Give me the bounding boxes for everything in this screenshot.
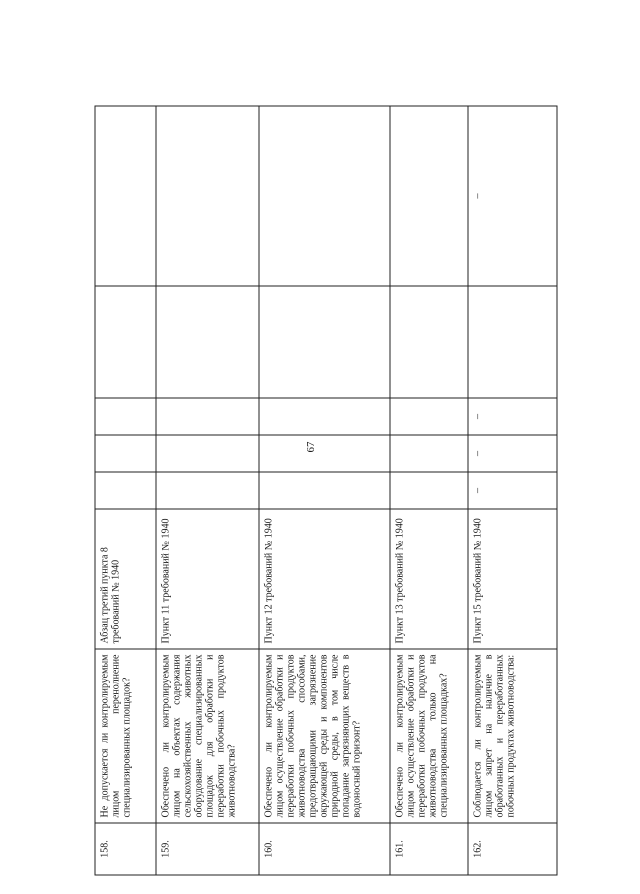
answer-na-cell [259, 398, 390, 435]
answer-no-cell [95, 435, 156, 472]
answer-no-cell [390, 435, 468, 472]
answer-yes-cell [95, 472, 156, 509]
question-cell: Обеспечено ли контролируемым лицом на объектах содержания сельскохозяйственных животных оборудование специализированных площадок для обработки и переработки побочных продуктов животноводства? [156, 649, 259, 823]
note-cell [156, 106, 259, 286]
answer-yes-cell [390, 472, 468, 509]
row-number: 159. [156, 823, 259, 875]
reference-cell: Пункт 13 требований № 1940 [390, 509, 468, 649]
answer-na-cell: – [468, 398, 557, 435]
question-cell: Не допускается ли контролируемым лицом перенолнение специализированных площадок? [95, 649, 156, 823]
answer-yes-cell [156, 472, 259, 509]
requirements-table-container [94, 106, 556, 875]
note-cell [390, 106, 468, 286]
page-number: 67 [305, 441, 317, 453]
row-number: 158. [95, 823, 156, 875]
comment-cell [95, 286, 156, 398]
row-number: 160. [259, 823, 390, 875]
answer-no-cell: – [468, 435, 557, 472]
answer-na-cell [156, 398, 259, 435]
comment-cell [156, 286, 259, 398]
row-number: 161. [390, 823, 468, 875]
comment-cell [390, 286, 468, 398]
note-cell: – [468, 106, 557, 286]
answer-no-cell [156, 435, 259, 472]
reference-cell: Пункт 15 требований № 1940 [468, 509, 557, 649]
table-row [156, 106, 259, 875]
question-cell: Обеспечено ли контролируемым лицом осуществление обработки и переработки побочных продуктов животноводства способами, предотвращающими загрязнение окружающей среды и компонентов природной среды, в том числе попадание загрязняющих веществ в водоносный горизонт? [259, 649, 390, 823]
answer-yes-cell [259, 472, 390, 509]
comment-cell [259, 286, 390, 398]
answer-yes-cell: – [468, 472, 557, 509]
reference-cell: Абзац третий пункта 8 требований № 1940 [95, 509, 156, 649]
note-cell [95, 106, 156, 286]
note-cell [259, 106, 390, 286]
question-cell: Соблюдается ли контролируемым лицом запрет на наличие в обработанных и переработанных побочных продуктах животноводства: [468, 649, 557, 823]
answer-na-cell [95, 398, 156, 435]
question-cell: Обеспечено ли контролируемым лицом осуществление обработки и переработки побочных продуктов животноводства только на специализированных площадках? [390, 649, 468, 823]
answer-na-cell [390, 398, 468, 435]
comment-cell [468, 286, 557, 398]
table-row [390, 106, 468, 875]
requirements-table [94, 105, 557, 875]
answer-no-cell [259, 435, 390, 472]
table-row [95, 106, 156, 875]
table-row [259, 106, 390, 875]
row-number: 162. [468, 823, 557, 875]
table-row [468, 106, 557, 875]
reference-cell: Пункт 12 требований № 1940 [259, 509, 390, 649]
reference-cell: Пункт 11 требований № 1940 [156, 509, 259, 649]
